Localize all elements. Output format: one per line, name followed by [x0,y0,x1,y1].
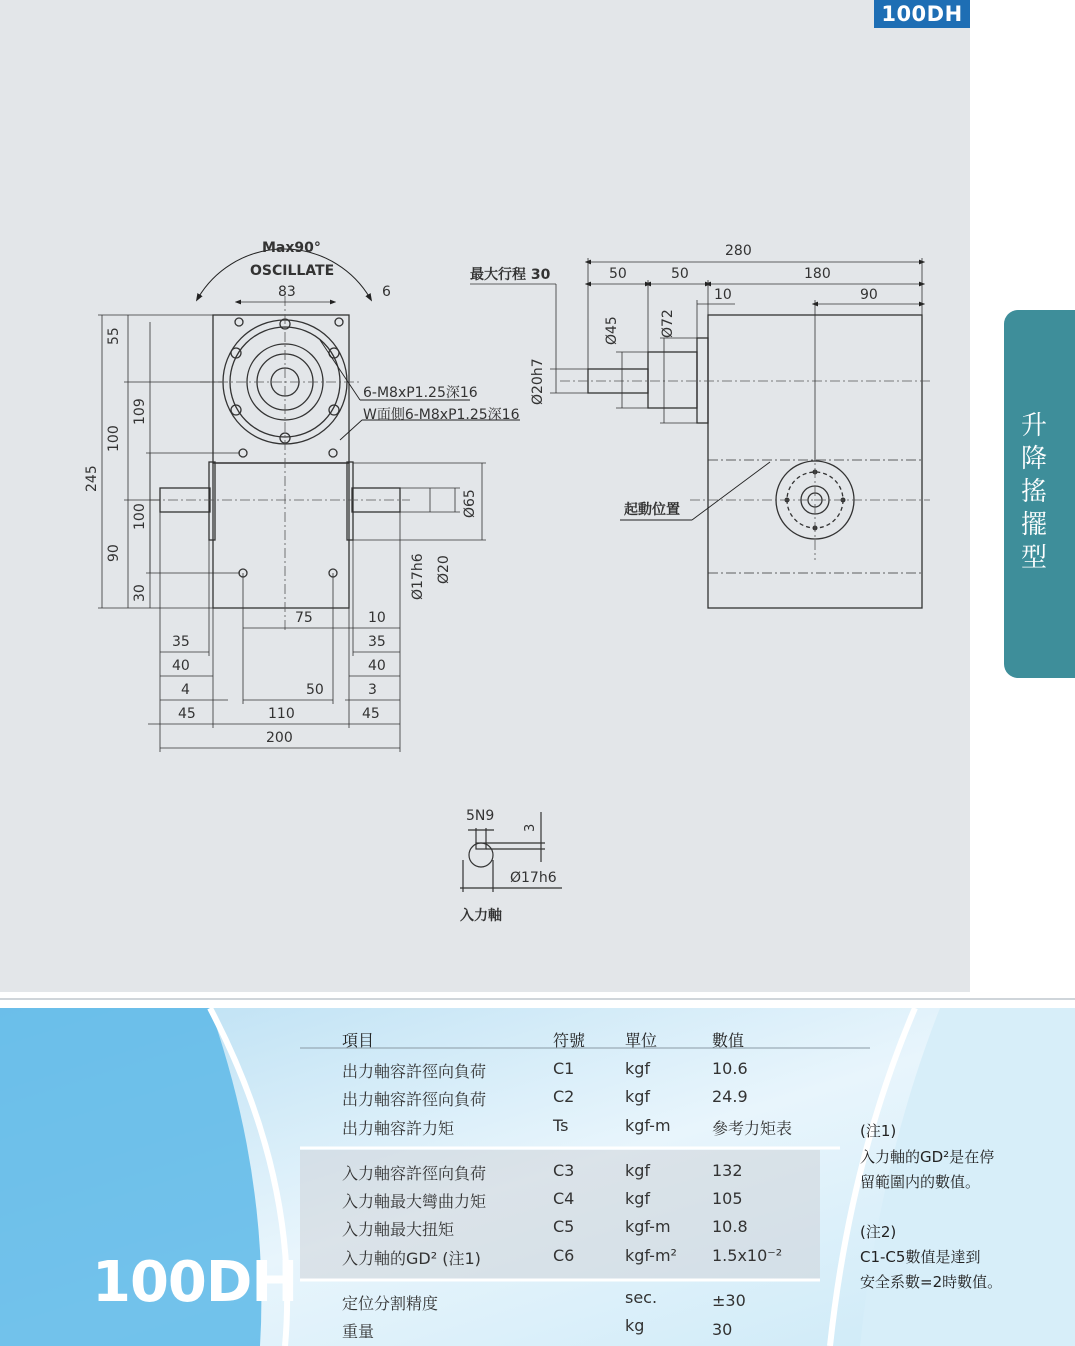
max-stroke-label: 最大行程 30 [470,267,551,283]
row-4-item: 入力軸容許徑向負荷 [342,1164,487,1183]
row-5-value: 105 [712,1189,743,1208]
dim-109: 109 [132,398,148,425]
note-2-title: (注2) [860,1223,897,1241]
row-4-unit: kgf [625,1161,651,1180]
row-5-symbol: C4 [553,1189,575,1208]
input-rows-highlight [300,1150,820,1280]
dim-50-side-a: 50 [609,266,627,282]
dim-50: 50 [306,682,324,698]
dim-245: 245 [84,465,100,492]
side-tab-char: 降 [1020,444,1047,474]
side-view [588,315,922,608]
thread-note-1: 6-M8xP1.25深16 [363,385,478,401]
dim-10-side: 10 [714,287,732,303]
row-7-unit: kgf-m² [625,1246,677,1265]
oscillate-label: OSCILLATE [250,263,335,279]
row-9-value: 30 [712,1320,733,1339]
header-symbol: 符號 [553,1031,586,1050]
side-tab-char: 型 [1020,543,1047,573]
dim-45-side: Ø45 [604,316,620,345]
dim-4: 4 [181,682,190,698]
dim-75: 75 [295,610,313,626]
dim-20: Ø20 [436,555,452,584]
row-7-value: 1.5x10⁻² [712,1246,783,1265]
side-centerlines [560,381,930,560]
row-4-symbol: C3 [553,1161,575,1180]
row-4-value: 132 [712,1161,743,1180]
row-8-unit: sec. [625,1288,658,1307]
row-3-value: 參考力矩表 [712,1119,793,1138]
row-3-symbol: Ts [553,1116,569,1135]
row-3-item: 出力軸容許力矩 [342,1119,455,1138]
dim-35a: 35 [172,634,190,650]
dim-83: 83 [278,284,296,300]
dim-45a: 45 [178,706,196,722]
note-1-title: (注1) [860,1122,897,1140]
blue-swoosh-left [0,1008,261,1346]
row-6-symbol: C5 [553,1217,575,1236]
dim-40a: 40 [172,658,190,674]
dim-50-side-b: 50 [671,266,689,282]
row-7-symbol: C6 [553,1246,575,1265]
dim-35b: 35 [368,634,386,650]
dim-90: 90 [106,544,122,562]
dim-100a: 100 [106,425,122,452]
dim-100b: 100 [132,503,148,530]
row-5-item: 入力軸最大彎曲力矩 [342,1192,487,1211]
front-leaders [320,340,520,440]
header-value: 數值 [712,1031,745,1050]
row-9-unit: kg [625,1316,645,1335]
dim-180: 180 [804,266,831,282]
note-2-line-1: C1-C5數值是達到 [860,1248,981,1266]
side-leaders [620,462,770,520]
row-2-value: 24.9 [712,1087,748,1106]
side-tab-char: 升 [1020,411,1047,441]
row-7-item: 入力軸的GD² (注1) [342,1249,481,1268]
dim-3: 3 [368,682,377,698]
row-9-item: 重量 [342,1322,375,1341]
side-dimension-lines [470,258,922,461]
row-1-value: 10.6 [712,1059,748,1078]
key-label: 5N9 [466,808,495,824]
row-3-unit: kgf-m [625,1116,671,1135]
note-1-line-2: 留範圍内的數值。 [860,1173,981,1191]
row-1-item: 出力軸容許徑向負荷 [342,1062,487,1081]
dim-10: 10 [368,610,386,626]
dim-200: 200 [266,730,293,746]
thread-note-2: W面側6-M8xP1.25深16 [363,407,520,423]
row-6-value: 10.8 [712,1217,748,1236]
max-angle-label: Max90° [262,240,321,256]
model-tag: 100DH [874,0,970,28]
row-8-value: ±30 [712,1291,746,1310]
oscillate-arc [198,249,370,298]
dim-30: 30 [132,584,148,602]
front-view [160,315,400,608]
dim-72-side: Ø72 [660,309,676,338]
row-2-item: 出力軸容許徑向負荷 [342,1090,487,1109]
input-shaft-label: 入力軸 [460,908,502,924]
row-8-item: 定位分割精度 [342,1294,439,1313]
shaft-section [460,812,562,892]
dim-45b: 45 [362,706,380,722]
dim-110: 110 [268,706,295,722]
note-1-line-1: 入力軸的GD²是在停 [860,1148,995,1166]
big-model-title: 100DH [92,1250,298,1315]
dim-90-side: 90 [860,287,878,303]
row-2-symbol: C2 [553,1087,575,1106]
dim-55: 55 [106,327,122,345]
row-6-unit: kgf-m [625,1217,671,1236]
dim-17h6: Ø17h6 [410,553,426,600]
side-tab-char: 搖 [1020,477,1047,507]
dim-65: Ø65 [462,489,478,518]
header-unit: 單位 [625,1031,658,1050]
note-2-line-2: 安全系數=2時數值。 [860,1273,1003,1291]
dim-6: 6 [382,284,391,300]
dim-40b: 40 [368,658,386,674]
row-5-unit: kgf [625,1189,651,1208]
row-6-item: 入力軸最大扭矩 [342,1220,455,1239]
start-position-label: 起動位置 [624,502,680,518]
key-depth-label: 3 [523,823,538,832]
front-centerlines [150,296,410,632]
header-item: 項目 [342,1031,375,1050]
dim-280: 280 [725,243,752,259]
row-2-unit: kgf [625,1087,651,1106]
side-tab-char: 擺 [1020,510,1047,540]
dim-20h7-side: Ø20h7 [530,358,546,405]
row-1-symbol: C1 [553,1059,575,1078]
shaft-dia-label: Ø17h6 [510,870,557,886]
row-1-unit: kgf [625,1059,651,1078]
